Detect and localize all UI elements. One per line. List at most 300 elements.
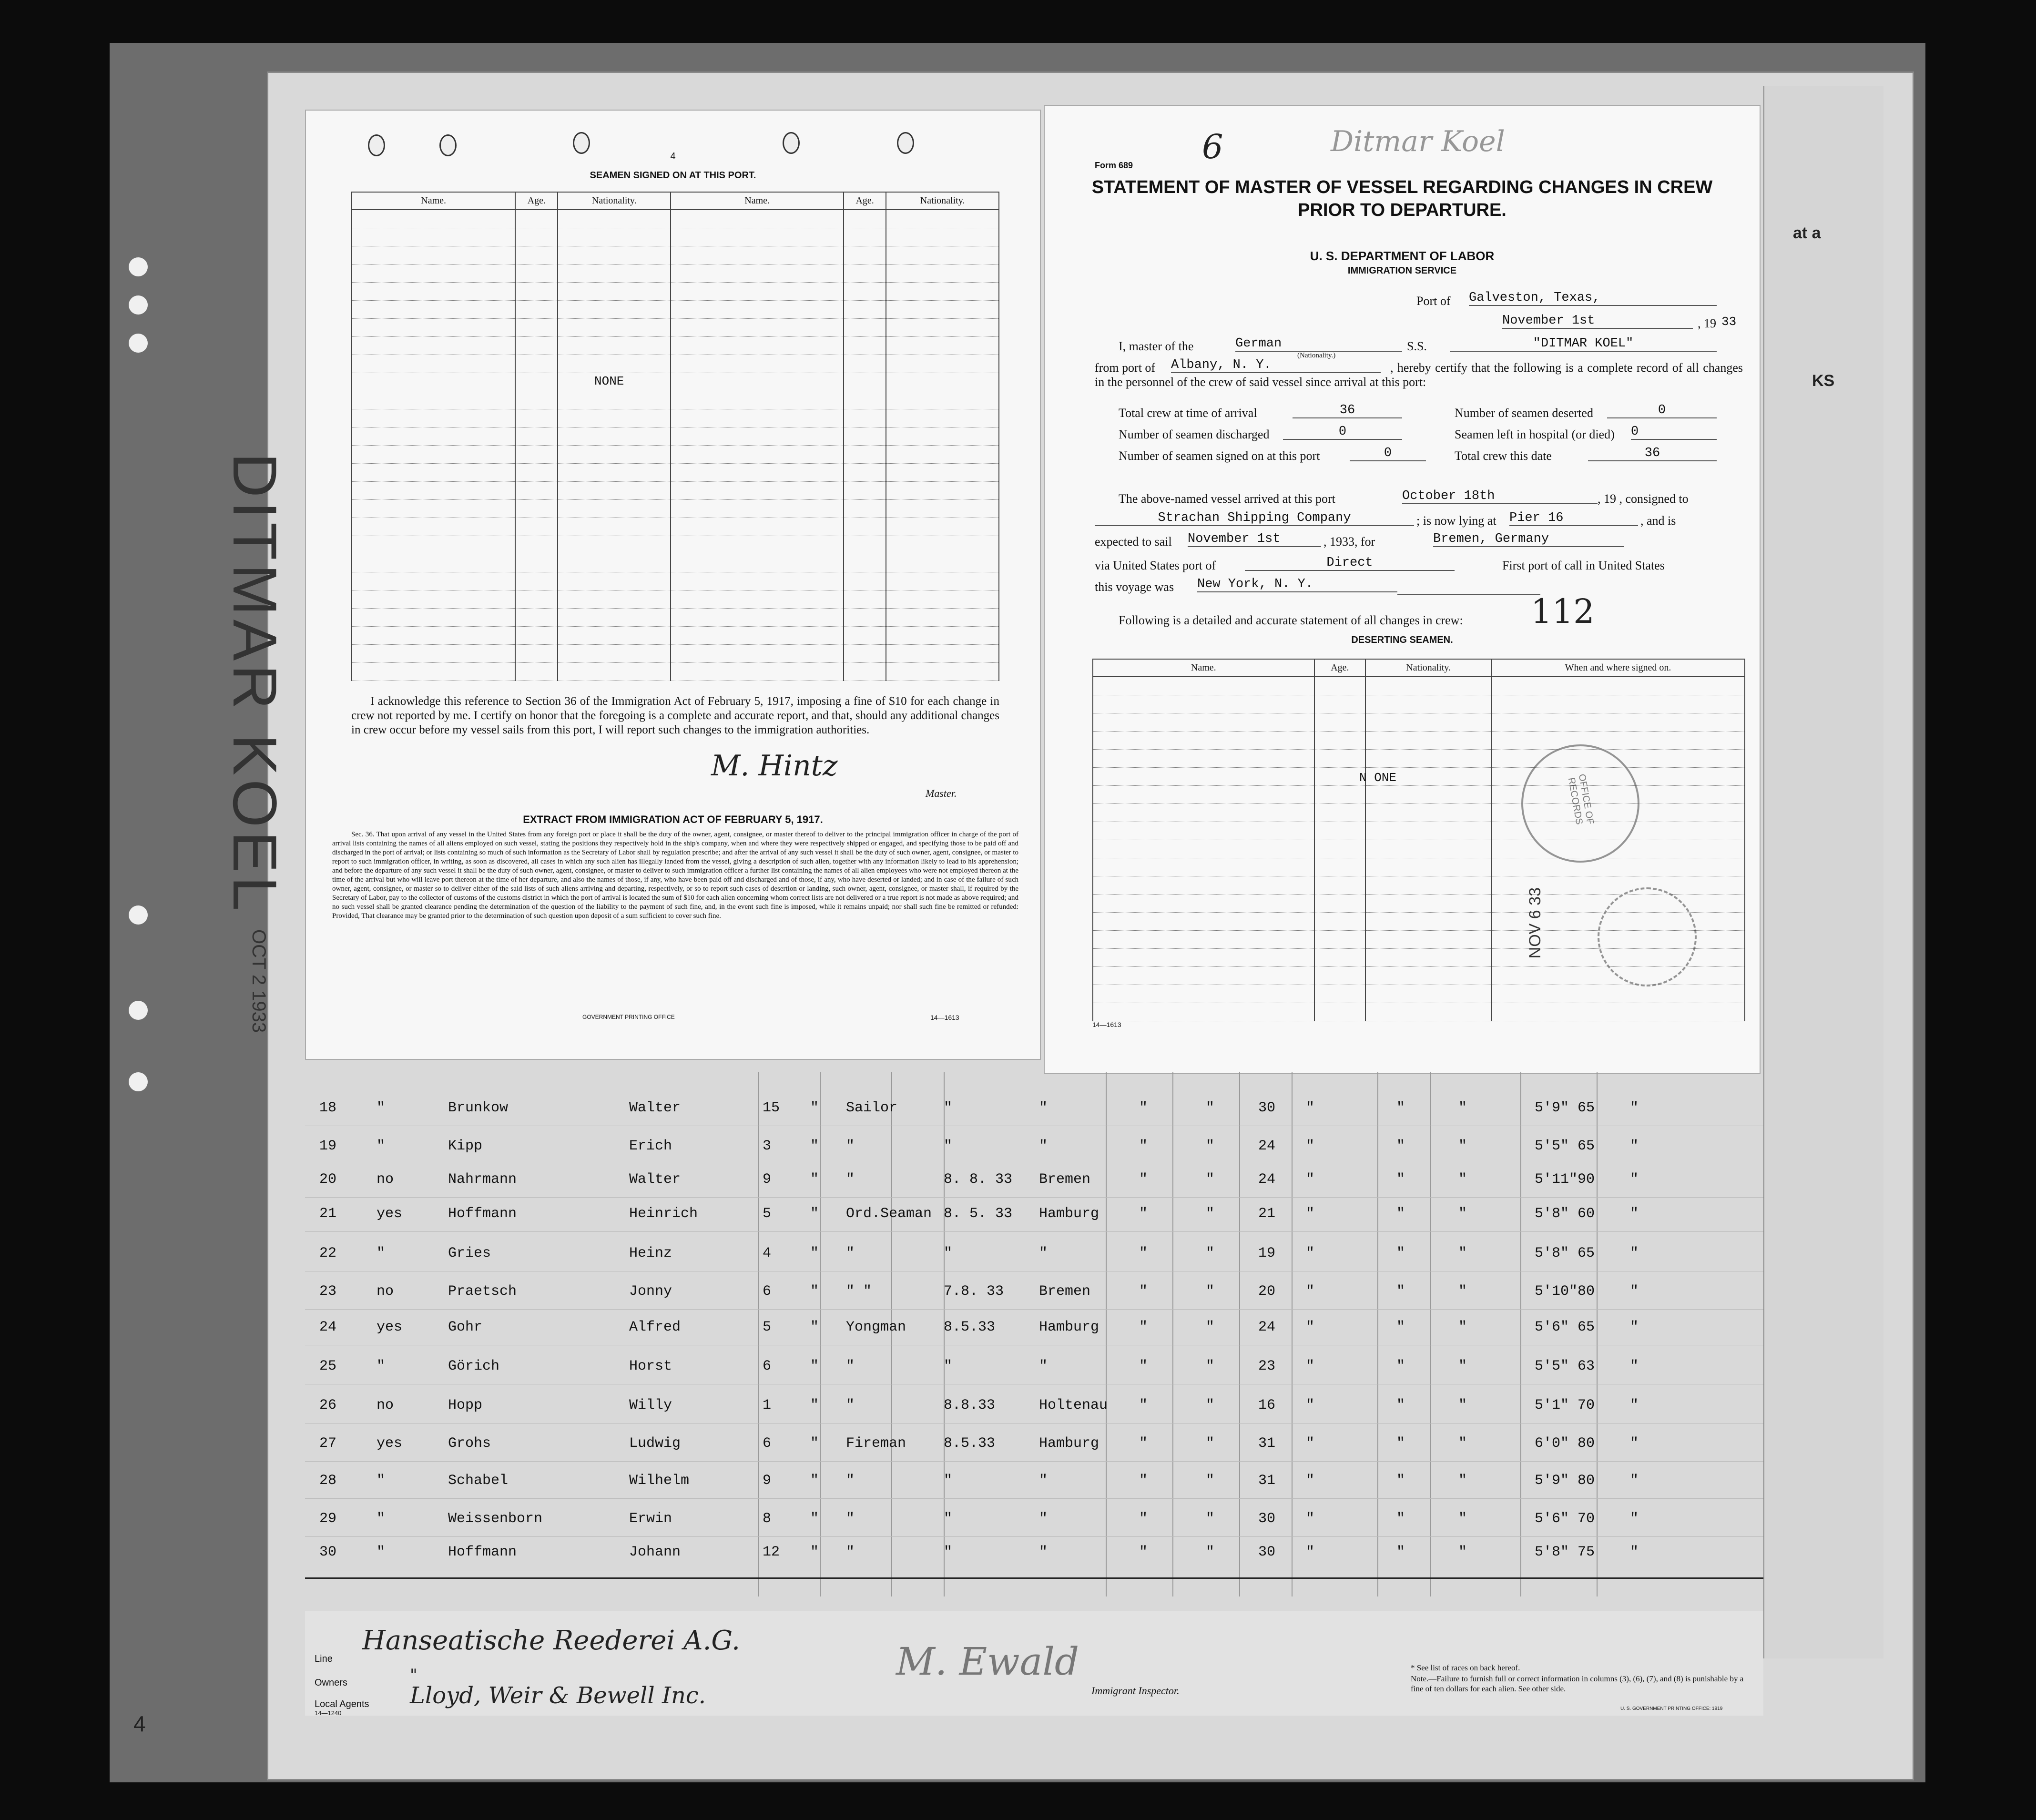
crew-cell-surname: Brunkow: [448, 1100, 509, 1116]
label: expected to sail: [1095, 535, 1172, 549]
crew-cell-c5: ": [1458, 1100, 1467, 1116]
hospital-count: 0: [1631, 425, 1717, 440]
blank-cell: [1093, 732, 1314, 750]
blank-cell: [558, 464, 671, 482]
crew-cell-c1: ": [1139, 1319, 1148, 1335]
blank-cell: [1093, 967, 1314, 985]
blank-cell: [844, 482, 886, 500]
crew-cell-place: Bremen: [1039, 1283, 1091, 1300]
blank-cell: [844, 572, 886, 590]
crew-cell-age: 30: [1258, 1100, 1276, 1116]
crew-cell-place: ": [1039, 1473, 1048, 1489]
blank-cell: [886, 554, 999, 572]
crew-cell-signed: 8. 8. 33: [944, 1171, 1013, 1188]
blank-cell: [844, 355, 886, 373]
fragment-text: KS: [1812, 372, 1835, 390]
blank-cell: [352, 645, 515, 663]
extract-title: EXTRACT FROM IMMIGRATION ACT OF FEBRUARY 5, 1917.: [523, 813, 823, 825]
blank-cell: [886, 264, 999, 283]
crew-cell-surname: Weissenborn: [448, 1511, 543, 1527]
blank-cell: [558, 337, 671, 355]
crew-cell-c3: ": [1306, 1283, 1315, 1300]
blank-cell: [844, 518, 886, 536]
blank-cell: [1491, 858, 1745, 876]
blank-cell: [1314, 895, 1366, 913]
blank-cell: [1314, 858, 1366, 876]
crew-cell-ditto1: ": [810, 1544, 819, 1560]
blank-cell: [515, 609, 558, 627]
blank-cell: [1365, 931, 1491, 949]
service: IMMIGRATION SERVICE: [1347, 265, 1457, 276]
crew-cell-age: 16: [1258, 1397, 1276, 1413]
blank-cell: [844, 663, 886, 681]
crew-cell-surname: Hoffmann: [448, 1544, 517, 1560]
blank-cell: [1314, 750, 1366, 768]
crew-cell-ditto1: ": [810, 1283, 819, 1300]
crew-cell-c5: ": [1458, 1283, 1467, 1300]
binder-hole: [129, 905, 148, 925]
crew-cell-surname: Gries: [448, 1245, 491, 1261]
crew-cell-c5: ": [1458, 1171, 1467, 1188]
blank-cell: [844, 228, 886, 246]
label: Seamen left in hospital (or died): [1455, 427, 1615, 441]
crew-cell-c2: ": [1206, 1473, 1215, 1489]
crew-cell-given: Erwin: [629, 1511, 672, 1527]
crew-cell-flag: yes: [377, 1206, 403, 1222]
blank-cell: [352, 518, 515, 536]
crew-cell-given: Heinrich: [629, 1206, 698, 1222]
blank-row: [352, 373, 999, 391]
none-entry: NONE: [594, 374, 624, 388]
crew-cell-ditto1: ": [810, 1171, 819, 1188]
crew-cell-tick: 15: [763, 1100, 780, 1116]
agents-code: 14—1240: [315, 1709, 342, 1717]
blank-cell: [671, 446, 844, 464]
vessel-name: "DITMAR KOEL": [1450, 336, 1717, 352]
crew-cell-rating: ": [846, 1397, 855, 1413]
left-page: [305, 110, 1041, 1060]
blank-cell: [558, 246, 671, 264]
crew-cell-tick: 4: [763, 1245, 772, 1261]
crew-cell-age: 31: [1258, 1435, 1276, 1452]
crew-cell-c3: ": [1306, 1397, 1315, 1413]
crew-cell-age: 21: [1258, 1206, 1276, 1222]
crew-cell-surname: Hoffmann: [448, 1206, 517, 1222]
crew-cell-rating: ": [846, 1358, 855, 1374]
label: Number of seamen deserted: [1455, 406, 1593, 420]
crew-cell-c5: ": [1458, 1319, 1467, 1335]
inspector-signature: M. Ewald: [896, 1639, 1079, 1684]
binder-hole: [129, 334, 148, 353]
blank-cell: [671, 301, 844, 319]
crew-cell-c3: ": [1306, 1138, 1315, 1154]
blank-cell: [1314, 695, 1366, 713]
crew-cell-height: 5'8" 60: [1535, 1206, 1595, 1222]
crew-cell-c4: ": [1396, 1358, 1405, 1374]
blank-cell: [886, 409, 999, 427]
crew-cell-c4: ": [1396, 1245, 1405, 1261]
crew-cell-c6: ": [1630, 1511, 1639, 1527]
blank-cell: [671, 645, 844, 663]
blank-row: [1093, 713, 1745, 732]
crew-cell-ditto1: ": [810, 1100, 819, 1116]
blank-cell: [352, 246, 515, 264]
blank-cell: [1314, 949, 1366, 967]
sail-date: November 1st: [1188, 532, 1321, 547]
ss-label: S.S.: [1407, 339, 1427, 353]
form-number: Form 689: [1095, 161, 1133, 170]
fragment-text: at a: [1793, 224, 1821, 242]
blank-cell: [1314, 677, 1366, 695]
crew-cell-flag: yes: [377, 1319, 403, 1335]
blank-cell: [352, 409, 515, 427]
blank-cell: [1365, 913, 1491, 931]
crew-cell-c2: ": [1206, 1544, 1215, 1560]
blank-cell: [558, 427, 671, 446]
crew-cell-c6: ": [1630, 1435, 1639, 1452]
crew-cell-place: ": [1039, 1245, 1048, 1261]
blank-cell: [671, 609, 844, 627]
blank-cell: [844, 500, 886, 518]
blank-cell: [1093, 804, 1314, 822]
crew-cell-c4: ": [1396, 1206, 1405, 1222]
blank-cell: [886, 355, 999, 373]
blank-cell: [352, 391, 515, 409]
crew-cell-place: Holtenau: [1039, 1397, 1108, 1413]
blank-row: [352, 554, 999, 572]
blank-cell: [515, 283, 558, 301]
crew-cell-tick: 1: [763, 1397, 772, 1413]
blank-cell: [515, 645, 558, 663]
blank-cell: [886, 391, 999, 409]
crew-row: [305, 1535, 1763, 1571]
crew-cell-c1: ": [1139, 1397, 1148, 1413]
blank-cell: [1365, 732, 1491, 750]
label: Number of seamen signed on at this port: [1119, 449, 1320, 463]
footer: [305, 1611, 1763, 1716]
stamp-date: NOV 6 33: [1526, 887, 1544, 959]
crew-cell-c2: ": [1206, 1138, 1215, 1154]
blank-row: [1093, 822, 1745, 840]
blank-cell: [886, 518, 999, 536]
crew-cell-given: Walter: [629, 1100, 681, 1116]
crew-cell-c6: ": [1630, 1245, 1639, 1261]
blank-cell: [1491, 677, 1745, 695]
handwritten-count: 112: [1531, 592, 1595, 631]
crew-cell-flag: ": [377, 1138, 386, 1154]
crew-cell-flag: yes: [377, 1435, 403, 1452]
crew-cell-tick: 9: [763, 1171, 772, 1188]
crew-cell-tick: 5: [763, 1319, 772, 1335]
binder-hole: [129, 257, 148, 276]
crew-cell-c6: ": [1630, 1100, 1639, 1116]
crew-cell-height: 5'10"80: [1535, 1283, 1595, 1300]
crew-cell-height: 6'0" 80: [1535, 1435, 1595, 1452]
blank-cell: [671, 590, 844, 609]
crew-cell-c2: ": [1206, 1435, 1215, 1452]
crew-cell-age: 30: [1258, 1511, 1276, 1527]
blank-cell: [844, 210, 886, 228]
crew-cell-c4: ": [1396, 1138, 1405, 1154]
blank-cell: [1365, 895, 1491, 913]
crew-cell-given: Heinz: [629, 1245, 672, 1261]
crew-cell-tick: 8: [763, 1511, 772, 1527]
blank-cell: [671, 373, 844, 391]
blank-row: [352, 319, 999, 337]
crew-cell-c5: ": [1458, 1138, 1467, 1154]
blank-cell: [886, 283, 999, 301]
left-page-title: SEAMEN SIGNED ON AT THIS PORT.: [590, 170, 756, 181]
form-code: 14—1613: [930, 1014, 959, 1021]
blank-cell: [671, 210, 844, 228]
blank-cell: [1365, 804, 1491, 822]
crew-row: [305, 1350, 1763, 1385]
from-port-value: Albany, N. Y.: [1171, 358, 1381, 373]
blank-cell: [352, 301, 515, 319]
crew-cell-signed: ": [944, 1100, 953, 1116]
blank-cell: [1093, 1003, 1314, 1021]
blank-cell: [558, 500, 671, 518]
crew-cell-given: Johann: [629, 1544, 681, 1560]
blank-row: [352, 355, 999, 373]
crew-row: [305, 1389, 1763, 1424]
blank-cell: [844, 554, 886, 572]
crew-cell-ditto1: ": [810, 1138, 819, 1154]
blank-cell: [352, 500, 515, 518]
crew-row: [305, 1275, 1763, 1310]
crew-cell-age: 23: [1258, 1358, 1276, 1374]
blank-cell: [558, 228, 671, 246]
blank-cell: [515, 373, 558, 391]
label: Total crew at time of arrival: [1119, 406, 1257, 420]
blank-cell: [671, 409, 844, 427]
crew-cell-signed: 8.8.33: [944, 1397, 996, 1413]
col-header: Nationality.: [1365, 659, 1491, 677]
year-prefix: , 19: [1698, 316, 1716, 330]
crew-cell-c6: ": [1630, 1358, 1639, 1374]
label: , 19 , consigned to: [1598, 492, 1689, 506]
blank-cell: [844, 536, 886, 554]
blank-cell: [844, 301, 886, 319]
blank-cell: [886, 210, 999, 228]
blank-cell: [671, 427, 844, 446]
crew-cell-c4: ": [1396, 1511, 1405, 1527]
arrival-date: October 18th: [1402, 489, 1598, 504]
crew-cell-signed: ": [944, 1511, 953, 1527]
crew-cell-no: 24: [319, 1319, 337, 1335]
crew-cell-surname: Nahrmann: [448, 1171, 517, 1188]
crew-cell-ditto1: ": [810, 1319, 819, 1335]
crew-cell-no: 19: [319, 1138, 337, 1154]
blank-cell: [1093, 840, 1314, 858]
blank-cell: [352, 554, 515, 572]
crew-cell-tick: 5: [763, 1206, 772, 1222]
crew-cell-given: Willy: [629, 1397, 672, 1413]
crew-cell-ditto1: ": [810, 1511, 819, 1527]
blank-row: [352, 482, 999, 500]
blank-cell: [886, 373, 999, 391]
blank-cell: [1365, 750, 1491, 768]
crew-cell-c2: ": [1206, 1511, 1215, 1527]
inspector-label: Immigrant Inspector.: [1091, 1685, 1180, 1697]
label: Total crew this date: [1455, 449, 1552, 463]
blank-cell: [886, 536, 999, 554]
binder-hole: [129, 1001, 148, 1020]
crew-cell-height: 5'6" 65: [1535, 1319, 1595, 1335]
crew-row: [305, 1464, 1763, 1499]
blank-row: [352, 301, 999, 319]
crew-cell-c3: ": [1306, 1319, 1315, 1335]
blank-cell: [671, 391, 844, 409]
col-header: Age.: [1314, 659, 1366, 677]
blank-cell: [886, 645, 999, 663]
stamp-text: OFFICE OF RECORDS: [1566, 773, 1596, 826]
blank-cell: [844, 464, 886, 482]
crew-cell-tick: 6: [763, 1435, 772, 1452]
total-crew-arrival: 36: [1293, 403, 1402, 418]
crew-cell-c6: ": [1630, 1397, 1639, 1413]
crew-cell-c1: ": [1139, 1358, 1148, 1374]
crew-cell-surname: Hopp: [448, 1397, 483, 1413]
row-separator: [305, 1231, 1763, 1232]
crew-cell-c2: ": [1206, 1283, 1215, 1300]
crew-cell-c3: ": [1306, 1544, 1315, 1560]
blank-cell: [1093, 949, 1314, 967]
blank-cell: [1491, 695, 1745, 713]
crew-cell-tick: 9: [763, 1473, 772, 1489]
from-port-label: from port of: [1095, 361, 1156, 375]
crew-cell-place: Hamburg: [1039, 1435, 1099, 1452]
crew-cell-c3: ": [1306, 1245, 1315, 1261]
blank-row: [352, 446, 999, 464]
blank-row: [1093, 804, 1745, 822]
blank-cell: [1365, 695, 1491, 713]
crew-cell-c6: ": [1630, 1138, 1639, 1154]
crew-row: [305, 1197, 1763, 1232]
crew-cell-tick: 6: [763, 1283, 772, 1300]
crew-cell-tick: 12: [763, 1544, 780, 1560]
printing-office: U. S. GOVERNMENT PRINTING OFFICE: 1919: [1620, 1706, 1723, 1711]
crew-row: [305, 1091, 1763, 1127]
crew-list-table: [305, 1072, 1763, 1601]
crew-cell-c6: ": [1630, 1283, 1639, 1300]
crew-cell-c5: ": [1458, 1397, 1467, 1413]
blank-cell: [352, 590, 515, 609]
blank-row: [352, 663, 999, 681]
crew-cell-c1: ": [1139, 1435, 1148, 1452]
blank-cell: [1093, 695, 1314, 713]
handwritten-vessel-note: Ditmar Koel: [1331, 125, 1505, 158]
blank-row: [352, 627, 999, 645]
blank-cell: [515, 572, 558, 590]
crew-row: [305, 1129, 1763, 1165]
blank-row: [1093, 750, 1745, 768]
blank-cell: [844, 373, 886, 391]
blank-cell: [1093, 876, 1314, 895]
crew-cell-no: 30: [319, 1544, 337, 1560]
crew-cell-height: 5'11"90: [1535, 1171, 1595, 1188]
crew-cell-surname: Gohr: [448, 1319, 483, 1335]
blank-cell: [352, 228, 515, 246]
crew-cell-height: 5'6" 70: [1535, 1511, 1595, 1527]
crew-cell-c6: ": [1630, 1319, 1639, 1335]
discharged-count: 0: [1283, 425, 1402, 440]
row-separator: [305, 1461, 1763, 1462]
crew-cell-age: 24: [1258, 1171, 1276, 1188]
crew-cell-signed: ": [944, 1245, 953, 1261]
blank-cell: [671, 572, 844, 590]
blank-cell: [515, 663, 558, 681]
blank-row: [352, 210, 999, 228]
crew-cell-signed: 7.8. 33: [944, 1283, 1004, 1300]
crew-cell-no: 18: [319, 1100, 337, 1116]
deserted-count: 0: [1607, 403, 1717, 418]
blank-cell: [558, 536, 671, 554]
blank-cell: [352, 427, 515, 446]
blank-cell: [1093, 750, 1314, 768]
blank-cell: [1365, 786, 1491, 804]
crew-cell-signed: 8. 5. 33: [944, 1206, 1013, 1222]
blank-cell: [515, 355, 558, 373]
blank-cell: [515, 482, 558, 500]
crew-cell-given: Walter: [629, 1171, 681, 1188]
crew-cell-ditto1: ": [810, 1358, 819, 1374]
blank-cell: [886, 427, 999, 446]
blank-cell: [1491, 713, 1745, 732]
blank-row: [1093, 768, 1745, 786]
blank-cell: [515, 301, 558, 319]
blank-cell: [1491, 732, 1745, 750]
handwritten-number: 6: [1202, 127, 1223, 166]
blank-cell: [844, 627, 886, 645]
crew-cell-c4: ": [1396, 1319, 1405, 1335]
blank-cell: [1365, 1003, 1491, 1021]
crew-cell-c4: ": [1396, 1283, 1405, 1300]
crew-cell-no: 28: [319, 1473, 337, 1489]
blank-cell: [886, 228, 999, 246]
year-value: 33: [1721, 315, 1737, 329]
line-value: Hanseatische Reederei A.G.: [362, 1625, 740, 1656]
blank-cell: [352, 609, 515, 627]
acknowledgement-text: I acknowledge this reference to Section 36 of the Immigration Act of February 5, 1917, imposing a fine of $10 for each change in crew not reported by me. I certify on honor that the foregoing is a complete and accurate report, and that, should any additional changes in crew occur before my vessel sails from this port, I will report such changes to the immigration authorities.: [351, 695, 999, 736]
crew-cell-c3: ": [1306, 1473, 1315, 1489]
blank-row: [352, 246, 999, 264]
blank-cell: [515, 319, 558, 337]
crew-cell-flag: ": [377, 1245, 386, 1261]
blank-cell: [1093, 786, 1314, 804]
blank-cell: [1093, 858, 1314, 876]
crew-cell-c3: ": [1306, 1511, 1315, 1527]
office-stamp: [1521, 744, 1639, 863]
binder-hole: [129, 295, 148, 315]
crew-cell-c2: ": [1206, 1171, 1215, 1188]
blank-cell: [886, 464, 999, 482]
crew-cell-height: 5'9" 65: [1535, 1100, 1595, 1116]
crew-cell-no: 21: [319, 1206, 337, 1222]
blank-cell: [558, 446, 671, 464]
crew-cell-c2: ": [1206, 1100, 1215, 1116]
crew-cell-given: Wilhelm: [629, 1473, 690, 1489]
blank-cell: [1314, 713, 1366, 732]
nationality-value: German: [1235, 336, 1402, 352]
label: , and is: [1640, 514, 1676, 528]
crew-cell-c1: ": [1139, 1138, 1148, 1154]
blank-cell: [515, 264, 558, 283]
crew-cell-surname: Grohs: [448, 1435, 491, 1452]
crew-cell-no: 20: [319, 1171, 337, 1188]
blank-cell: [1314, 913, 1366, 931]
blank-row: [1093, 677, 1745, 695]
